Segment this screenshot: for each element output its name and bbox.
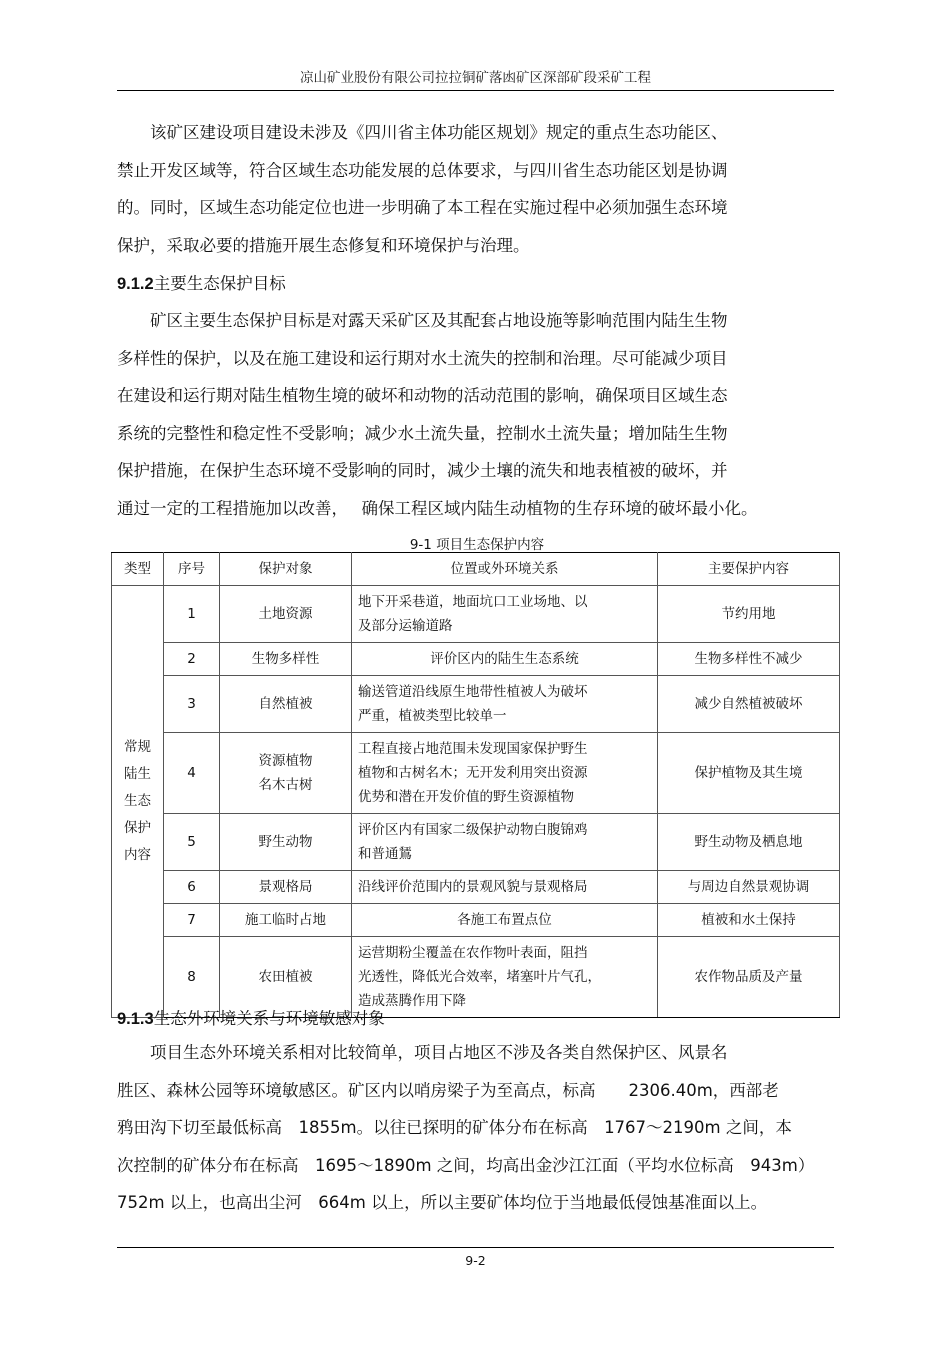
relation-line: 工程直接占地范围未发现国家保护野生 xyxy=(358,741,588,757)
paragraph-protection-targets xyxy=(117,302,837,527)
row-relation xyxy=(352,733,658,814)
row-number: 8 xyxy=(164,937,220,1018)
page-header: 凉山矿业股份有限公司拉拉铜矿落凼矿区深部矿段采矿工程 xyxy=(300,70,651,86)
header-object: 保护对象 xyxy=(220,553,352,586)
relation-line: 评价区内有国家二级保护动物白腹锦鸡 xyxy=(358,822,588,838)
row-relation xyxy=(352,676,658,733)
row-object: 生物多样性 xyxy=(220,643,352,676)
row-content: 节约用地 xyxy=(658,586,840,643)
row-number: 6 xyxy=(164,871,220,904)
relation-line: 和普通鵟 xyxy=(358,846,412,862)
type-label-line: 保护 xyxy=(124,820,151,836)
relation-line: 严重，植被类型比较单一 xyxy=(358,708,507,724)
text-line: 保护措施，在保护生态环境不受影响的同时，减少土壤的流失和地表植被的破坏，并 xyxy=(117,461,728,480)
section-number: 9.1.2 xyxy=(117,275,154,293)
type-label-line: 内容 xyxy=(124,847,151,863)
row-number: 4 xyxy=(164,733,220,814)
text-line: 次控制的矿体分布在标高 1695～1890m 之间，均高出金沙江江面（平均水位标高 943m） xyxy=(117,1155,815,1175)
text-line: 在建设和运行期对陆生植物生境的破坏和动物的活动范围的影响，确保项目区域生态 xyxy=(117,386,728,405)
row-relation: 各施工布置点位 xyxy=(352,904,658,937)
row-relation xyxy=(352,814,658,871)
relation-line: 光透性，降低光合效率，堵塞叶片气孔， xyxy=(358,969,601,985)
row-object: 野生动物 xyxy=(220,814,352,871)
row-content: 生物多样性不减少 xyxy=(658,643,840,676)
paragraph-external-environment xyxy=(117,1034,837,1222)
page-number: 9-2 xyxy=(465,1253,486,1268)
relation-line: 造成蒸腾作用下降 xyxy=(358,993,466,1009)
row-relation: 评价区内的陆生生态系统 xyxy=(352,643,658,676)
text-line: 禁止开发区域等，符合区域生态功能发展的总体要求，与四川省生态功能区划是协调 xyxy=(117,160,728,180)
text-line: 的。同时，区域生态功能定位也进一步明确了本工程在实施过程中必须加强生态环境 xyxy=(117,198,728,217)
row-object: 土地资源 xyxy=(220,586,352,643)
footer-divider xyxy=(117,1247,834,1248)
row-content: 农作物品质及产量 xyxy=(658,937,840,1018)
section-heading-9-1-3 xyxy=(117,1005,385,1029)
section-title: 主要生态保护目标 xyxy=(153,274,286,293)
relation-line: 优势和潜在开发价值的野生资源植物 xyxy=(358,789,574,805)
row-relation: 沿线评价范围内的景观风貌与景观格局 xyxy=(352,871,658,904)
section-number: 9.1.3 xyxy=(117,1010,154,1028)
header-divider xyxy=(117,90,834,91)
text-line: 752m 以上，也高出尘河 664m 以上，所以主要矿体均位于当地最低侵蚀基准面以上。 xyxy=(117,1193,768,1212)
header-number: 序号 xyxy=(164,553,220,586)
relation-line: 输送管道沿线原生地带性植被人为破坏 xyxy=(358,684,588,700)
header-relation: 位置或外环境关系 xyxy=(352,553,658,586)
row-number: 5 xyxy=(164,814,220,871)
type-label-line: 陆生 xyxy=(124,766,151,782)
table-row xyxy=(112,676,840,733)
row-object: 自然植被 xyxy=(220,676,352,733)
header-type: 类型 xyxy=(112,553,164,586)
table-row xyxy=(112,904,840,937)
row-relation xyxy=(352,586,658,643)
relation-line: 及部分运输道路 xyxy=(358,618,453,634)
table-row xyxy=(112,733,840,814)
header-content: 主要保护内容 xyxy=(658,553,840,586)
type-cell xyxy=(112,586,164,1018)
text-line: 矿区主要生态保护目标是对露天采矿区及其配套占地设施等影响范围内陆生生物 xyxy=(117,311,728,330)
row-content: 与周边自然景观协调 xyxy=(658,871,840,904)
row-number: 7 xyxy=(164,904,220,937)
row-object: 施工临时占地 xyxy=(220,904,352,937)
text-line: 通过一定的工程措施加以改善， 确保工程区域内陆生动植物的生存环境的破坏最小化。 xyxy=(117,498,758,518)
text-line: 胜区、森林公园等环境敏感区。矿区内以哨房梁子为至高点，标高 2306.40m，西部老 xyxy=(117,1080,779,1100)
table-header-row xyxy=(112,553,840,586)
text-line: 鸦田沟下切至最低标高 1855m。以往已探明的矿体分布在标高 1767～2190m 之间，本 xyxy=(117,1118,792,1137)
paragraph-ecological-function xyxy=(117,114,837,264)
table-row xyxy=(112,871,840,904)
ecological-protection-table xyxy=(111,552,840,1018)
text-line: 该矿区建设项目建设未涉及《四川省主体功能区规划》规定的重点生态功能区、 xyxy=(117,123,728,142)
text-line: 项目生态外环境关系相对比较简单，项目占地区不涉及各类自然保护区、风景名 xyxy=(117,1043,728,1062)
object-line: 名木古树 xyxy=(258,777,313,793)
row-object xyxy=(220,733,352,814)
type-label-line: 常规 xyxy=(124,739,151,755)
table-row xyxy=(112,586,840,643)
relation-line: 运营期粉尘覆盖在农作物叶表面，阻挡 xyxy=(358,945,588,961)
section-title: 生态外环境关系与环境敏感对象 xyxy=(153,1009,385,1028)
row-content: 保护植物及其生境 xyxy=(658,733,840,814)
row-content: 植被和水土保持 xyxy=(658,904,840,937)
row-number: 3 xyxy=(164,676,220,733)
row-number: 2 xyxy=(164,643,220,676)
text-line: 保护，采取必要的措施开展生态修复和环境保护与治理。 xyxy=(117,235,530,255)
table-row xyxy=(112,814,840,871)
relation-line: 植物和古树名木；无开发利用突出资源 xyxy=(358,765,588,781)
row-relation xyxy=(352,937,658,1018)
text-line: 系统的完整性和稳定性不受影响；减少水土流失量，控制水土流失量；增加陆生生物 xyxy=(117,423,728,443)
row-content: 减少自然植被破坏 xyxy=(658,676,840,733)
row-content: 野生动物及栖息地 xyxy=(658,814,840,871)
object-line: 资源植物 xyxy=(258,753,313,769)
section-heading-9-1-2 xyxy=(117,270,286,294)
row-object: 景观格局 xyxy=(220,871,352,904)
type-label-line: 生态 xyxy=(124,793,151,809)
table-row xyxy=(112,643,840,676)
row-object: 农田植被 xyxy=(220,937,352,1018)
text-line: 多样性的保护，以及在施工建设和运行期对水土流失的控制和治理。尽可能减少项目 xyxy=(117,348,728,368)
row-number: 1 xyxy=(164,586,220,643)
table-caption: 9-1 项目生态保护内容 xyxy=(409,537,545,553)
relation-line: 地下开采巷道，地面坑口工业场地、以 xyxy=(358,594,588,610)
